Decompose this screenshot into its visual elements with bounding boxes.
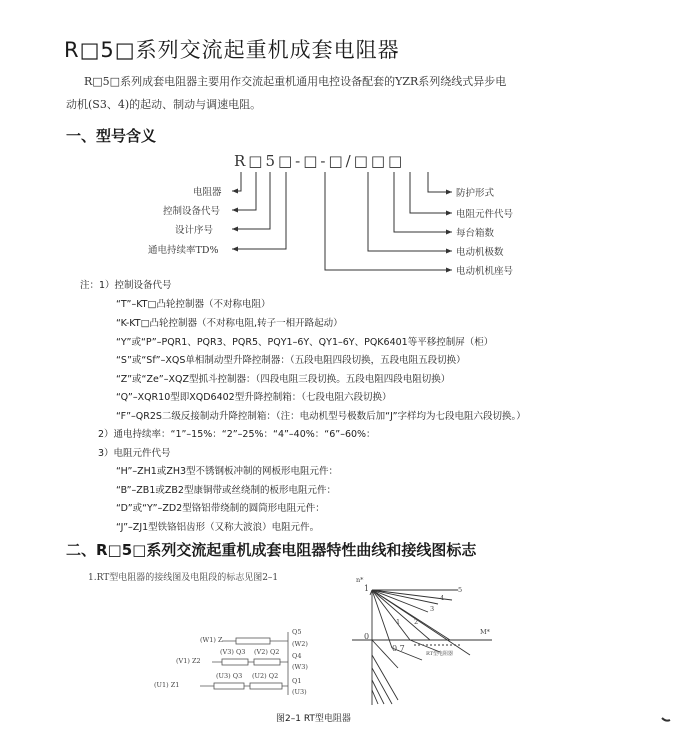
chart-curve-label: 1 [396,618,401,626]
bracket-design [232,172,270,229]
chart-top-value: 1 [364,584,370,593]
wiring-label-w1: (W1) Z [200,636,223,644]
figure-caption: 图2–1 RT型电阻器 [276,714,351,724]
chart-curve-label: 2 [414,618,419,626]
note-element-item: “J”–ZJ1型铁铬铝齿形（又称大波浪）电阻元件。 [116,522,320,533]
wiring-label-u3-right: (U3) [292,688,307,696]
wiring-label-q5: Q5 [292,628,302,636]
section-heading-curves: 二、R□5□系列交流起重机成套电阻器特性曲线和接线图标志 [66,541,477,559]
characteristic-chart [352,590,492,705]
wiring-label-w3: (W3) [292,663,308,671]
label-motor-poles: 电动机极数 [456,247,504,258]
bracket-resistor [232,172,241,191]
section2-subtitle: 1.RT型电阻器的接线图及电阻段的标志见图2–1 [88,573,279,583]
section-heading-model: 一、型号含义 [66,127,157,145]
wiring-label-u3: (U3) Q3 [216,672,243,680]
chart-y-label: n* [356,576,364,584]
chart-x-tick: 0.7 [392,644,405,653]
model-code: R□5□-□-□/□□□ [234,152,406,170]
bracket-frame [325,172,452,270]
chart-curve-label: 3 [430,605,435,613]
note-duty-cycle: 2）通电持续率：“1”–15%：“2”–25%：“4”–40%：“6”–60%： [98,429,376,440]
note-element-item: “H”–ZH1或ZH3型不锈钢板冲制的网板形电阻元件： [116,466,339,477]
bracket-boxes [394,172,452,232]
note-element-item: “D”或“Y”–ZD2型铬铝带绕制的圆筒形电阻元件： [116,503,325,514]
note-control-item: “Y”或“P”–PQR1、PQR3、PQR5、PQY1–6Y、QY1–6Y、PQK6401等平移控制屏（柜） [116,337,494,348]
note-element-heading: 3）电阻元件代号 [98,448,171,459]
note-intro: 注：1）控制设备代号 [80,280,172,291]
bracket-protection [428,172,452,192]
note-control-item: “Z”或“Ze”–XQZ型抓斗控制器：（四段电阻三段切换。五段电阻四段电阻切换） [116,374,451,385]
label-control-code: 控制设备代号 [163,206,221,217]
intro-line-2: 动机(S3、4)的起动、制动与调速电阻。 [66,98,262,111]
page-title: R□5□系列交流起重机成套电阻器 [64,38,400,62]
wiring-label-q4: Q4 [292,652,302,660]
note-element-item: “B”–ZB1或ZB2型康铜带或丝绕制的板形电阻元件： [116,485,336,496]
bracket-arrows [232,189,452,273]
note-control-item: “S”或“Sf”–XQS单相制动型升降控制器：（五段电阻四段切换，五段电阻五段切换） [116,355,466,366]
label-element-code: 电阻元件代号 [456,209,514,220]
chart-curve-label: 5 [458,586,463,594]
wiring-label-q1: Q1 [292,677,302,685]
label-boxes: 每台箱数 [456,228,495,239]
chart-curve-label: 4 [440,594,445,602]
label-protection: 防护形式 [456,188,495,199]
chart-x-label: M* [480,628,490,636]
chart-stamp: RT型电阻器 [426,651,454,657]
note-control-item: “F”–QR2S二级反接制动升降控制箱：（注：电动机型号极数后加“J”字样均为七段电阻六段切换。） [116,411,526,422]
wiring-label-u1: (U1) Z1 [154,681,180,689]
label-resistor: 电阻器 [193,187,222,198]
wiring-label-w2: (W2) [292,640,308,648]
wiring-label-v2: (V2) Q2 [254,648,280,656]
wiring-label-u2: (U2) Q2 [252,672,279,680]
wiring-label-v3: (V3) Q3 [220,648,246,656]
note-control-item: “T”–KT□凸轮控制器（不对称电阻） [116,299,271,310]
wiring-label-v1: (V1) Z2 [176,657,201,665]
ink-mark [662,718,670,721]
intro-line-1: R□5□系列成套电阻器主要用作交流起重机通用电控设备配套的YZR系列绕线式异步电 [84,75,507,88]
note-control-item: “K-KT□凸轮控制器（不对称电阻,转子一相开路起动） [116,318,343,329]
label-design-serial: 设计序号 [175,225,214,236]
note-control-item: “Q”–XQR10型即XQD6402型升降控制箱：（七段电阻六段切换） [116,392,392,403]
label-motor-frame: 电动机机座号 [456,266,514,277]
chart-origin: 0 [364,632,370,641]
label-duty-cycle: 通电持续率TD% [148,245,219,256]
